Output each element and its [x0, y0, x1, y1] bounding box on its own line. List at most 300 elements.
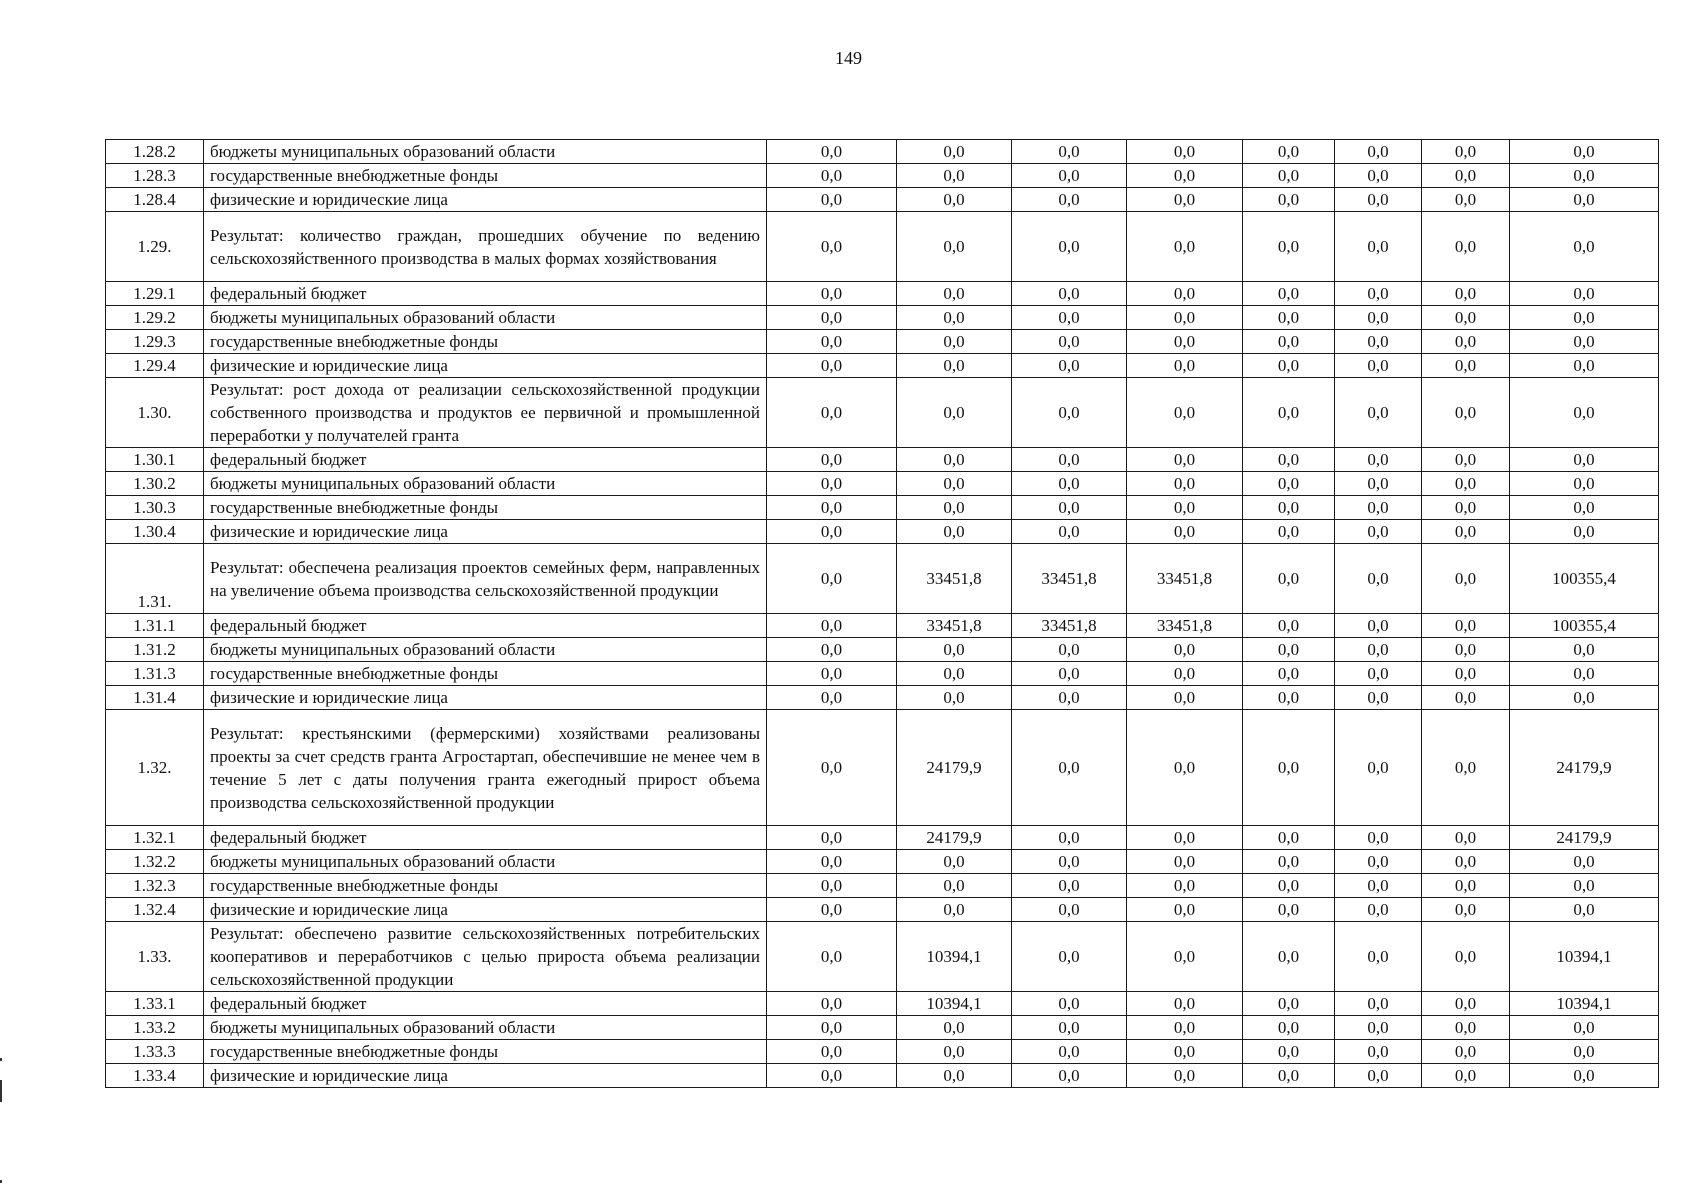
value-cell: 0,0 — [1012, 354, 1127, 378]
value-cell: 0,0 — [1012, 306, 1127, 330]
value-cell: 0,0 — [1012, 992, 1127, 1016]
scan-edge-mark — [0, 1180, 2, 1183]
value-cell: 0,0 — [1510, 898, 1659, 922]
value-cell: 0,0 — [1012, 188, 1127, 212]
row-number: 1.33.2 — [106, 1016, 204, 1040]
value-cell: 0,0 — [1243, 826, 1335, 850]
value-cell: 10394,1 — [897, 992, 1012, 1016]
value-cell: 0,0 — [1012, 662, 1127, 686]
value-cell: 0,0 — [1510, 850, 1659, 874]
row-number: 1.31.4 — [106, 686, 204, 710]
row-description: федеральный бюджет — [204, 992, 767, 1016]
row-number: 1.30.2 — [106, 472, 204, 496]
row-description: государственные внебюджетные фонды — [204, 496, 767, 520]
value-cell: 0,0 — [1335, 472, 1422, 496]
value-cell: 0,0 — [1335, 354, 1422, 378]
value-cell: 0,0 — [1422, 520, 1510, 544]
value-cell: 0,0 — [897, 496, 1012, 520]
value-cell: 0,0 — [1422, 330, 1510, 354]
value-cell: 0,0 — [1012, 686, 1127, 710]
value-cell: 0,0 — [767, 164, 897, 188]
table-row — [106, 850, 1659, 874]
row-number: 1.30.1 — [106, 448, 204, 472]
value-cell: 0,0 — [1510, 686, 1659, 710]
table-row — [106, 378, 1659, 448]
value-cell: 0,0 — [1243, 378, 1335, 448]
value-cell: 0,0 — [1127, 164, 1243, 188]
value-cell: 0,0 — [767, 686, 897, 710]
value-cell: 0,0 — [1422, 1064, 1510, 1088]
value-cell: 0,0 — [1127, 354, 1243, 378]
value-cell: 0,0 — [1243, 282, 1335, 306]
value-cell: 0,0 — [1127, 282, 1243, 306]
value-cell: 0,0 — [897, 1064, 1012, 1088]
table-row — [106, 164, 1659, 188]
value-cell: 0,0 — [1243, 992, 1335, 1016]
value-cell: 0,0 — [1335, 826, 1422, 850]
value-cell: 0,0 — [767, 874, 897, 898]
row-description: федеральный бюджет — [204, 826, 767, 850]
value-cell: 0,0 — [1422, 378, 1510, 448]
value-cell: 0,0 — [1335, 614, 1422, 638]
value-cell: 0,0 — [897, 354, 1012, 378]
row-description: физические и юридические лица — [204, 1064, 767, 1088]
value-cell: 0,0 — [1335, 1040, 1422, 1064]
table-row — [106, 1016, 1659, 1040]
value-cell: 0,0 — [1127, 448, 1243, 472]
value-cell: 0,0 — [1335, 686, 1422, 710]
row-number: 1.32.4 — [106, 898, 204, 922]
row-number: 1.28.4 — [106, 188, 204, 212]
value-cell: 0,0 — [1335, 520, 1422, 544]
value-cell: 0,0 — [1422, 188, 1510, 212]
value-cell: 0,0 — [1335, 638, 1422, 662]
row-description: физические и юридические лица — [204, 520, 767, 544]
table-row — [106, 520, 1659, 544]
value-cell: 0,0 — [897, 306, 1012, 330]
value-cell: 0,0 — [1335, 1016, 1422, 1040]
value-cell: 0,0 — [767, 1016, 897, 1040]
value-cell: 0,0 — [1012, 448, 1127, 472]
value-cell: 0,0 — [1243, 164, 1335, 188]
row-description: физические и юридические лица — [204, 188, 767, 212]
value-cell: 0,0 — [1012, 874, 1127, 898]
row-number: 1.33.4 — [106, 1064, 204, 1088]
value-cell: 0,0 — [1012, 472, 1127, 496]
page-number: 149 — [835, 48, 862, 68]
table-row — [106, 614, 1659, 638]
value-cell: 0,0 — [1335, 922, 1422, 992]
table-row — [106, 898, 1659, 922]
row-number: 1.32.3 — [106, 874, 204, 898]
value-cell: 0,0 — [1012, 212, 1127, 282]
value-cell: 0,0 — [1422, 472, 1510, 496]
value-cell: 0,0 — [1422, 710, 1510, 826]
value-cell: 10394,1 — [897, 922, 1012, 992]
value-cell: 0,0 — [1012, 164, 1127, 188]
value-cell: 0,0 — [1422, 1016, 1510, 1040]
value-cell: 0,0 — [767, 922, 897, 992]
value-cell: 24179,9 — [897, 826, 1012, 850]
value-cell: 0,0 — [1510, 1040, 1659, 1064]
value-cell: 0,0 — [897, 140, 1012, 164]
value-cell: 24179,9 — [1510, 826, 1659, 850]
value-cell: 0,0 — [1422, 212, 1510, 282]
value-cell: 0,0 — [1127, 212, 1243, 282]
value-cell: 0,0 — [1012, 922, 1127, 992]
table-row — [106, 140, 1659, 164]
value-cell: 0,0 — [897, 164, 1012, 188]
value-cell: 0,0 — [1510, 306, 1659, 330]
row-number: 1.33.1 — [106, 992, 204, 1016]
value-cell: 0,0 — [767, 472, 897, 496]
row-number: 1.30.4 — [106, 520, 204, 544]
value-cell: 0,0 — [1510, 472, 1659, 496]
value-cell: 0,0 — [767, 662, 897, 686]
value-cell: 0,0 — [1422, 638, 1510, 662]
value-cell: 0,0 — [897, 188, 1012, 212]
value-cell: 0,0 — [1012, 898, 1127, 922]
value-cell: 0,0 — [1510, 330, 1659, 354]
value-cell: 0,0 — [897, 686, 1012, 710]
value-cell: 0,0 — [1510, 638, 1659, 662]
table-row — [106, 448, 1659, 472]
value-cell: 0,0 — [767, 378, 897, 448]
table-row — [106, 826, 1659, 850]
value-cell: 0,0 — [1510, 354, 1659, 378]
value-cell: 33451,8 — [1127, 614, 1243, 638]
value-cell: 0,0 — [1243, 850, 1335, 874]
value-cell: 0,0 — [897, 448, 1012, 472]
value-cell: 0,0 — [1510, 874, 1659, 898]
value-cell: 0,0 — [767, 544, 897, 614]
value-cell: 0,0 — [1127, 1064, 1243, 1088]
value-cell: 0,0 — [1335, 898, 1422, 922]
value-cell: 0,0 — [1243, 638, 1335, 662]
row-number: 1.32.1 — [106, 826, 204, 850]
value-cell: 0,0 — [897, 330, 1012, 354]
table-row — [106, 544, 1659, 614]
row-description: государственные внебюджетные фонды — [204, 662, 767, 686]
value-cell: 33451,8 — [897, 544, 1012, 614]
value-cell: 24179,9 — [897, 710, 1012, 826]
value-cell: 0,0 — [1422, 1040, 1510, 1064]
value-cell: 0,0 — [1127, 1040, 1243, 1064]
value-cell: 0,0 — [1422, 874, 1510, 898]
value-cell: 0,0 — [1012, 1016, 1127, 1040]
value-cell: 0,0 — [767, 330, 897, 354]
row-number: 1.32.2 — [106, 850, 204, 874]
value-cell: 0,0 — [1510, 188, 1659, 212]
row-number: 1.30. — [106, 378, 204, 448]
value-cell: 0,0 — [1243, 212, 1335, 282]
row-description: государственные внебюджетные фонды — [204, 874, 767, 898]
table-row — [106, 1064, 1659, 1088]
row-description: бюджеты муниципальных образований области — [204, 306, 767, 330]
value-cell: 0,0 — [1127, 140, 1243, 164]
row-number: 1.33. — [106, 922, 204, 992]
table-row — [106, 188, 1659, 212]
value-cell: 0,0 — [1335, 378, 1422, 448]
row-number: 1.31.3 — [106, 662, 204, 686]
table-row — [106, 306, 1659, 330]
value-cell: 0,0 — [1422, 282, 1510, 306]
value-cell: 0,0 — [1243, 188, 1335, 212]
row-description: Результат: рост дохода от реализации сельскохозяйственной продукции собственного производства и продуктов ее первичной и промышленной переработки у получателей гранта — [204, 378, 767, 448]
value-cell: 0,0 — [1127, 826, 1243, 850]
value-cell: 0,0 — [1510, 520, 1659, 544]
value-cell: 0,0 — [767, 850, 897, 874]
row-description: Результат: количество граждан, прошедших обучение по ведению сельскохозяйственного производства в малых формах хозяйствования — [204, 212, 767, 282]
value-cell: 0,0 — [1335, 850, 1422, 874]
value-cell: 0,0 — [1127, 850, 1243, 874]
value-cell: 0,0 — [1012, 1064, 1127, 1088]
table-row — [106, 874, 1659, 898]
value-cell: 0,0 — [1510, 448, 1659, 472]
value-cell: 0,0 — [1335, 212, 1422, 282]
value-cell: 0,0 — [1012, 638, 1127, 662]
row-description: федеральный бюджет — [204, 448, 767, 472]
table-row — [106, 1040, 1659, 1064]
value-cell: 0,0 — [1510, 164, 1659, 188]
value-cell: 0,0 — [1422, 496, 1510, 520]
table-row — [106, 638, 1659, 662]
value-cell: 0,0 — [897, 282, 1012, 306]
scan-edge-mark — [0, 1080, 2, 1102]
value-cell: 0,0 — [1243, 306, 1335, 330]
value-cell: 0,0 — [1127, 378, 1243, 448]
value-cell: 0,0 — [897, 472, 1012, 496]
row-number: 1.30.3 — [106, 496, 204, 520]
value-cell: 33451,8 — [1127, 544, 1243, 614]
value-cell: 0,0 — [1012, 378, 1127, 448]
table-row — [106, 686, 1659, 710]
value-cell: 0,0 — [1127, 1016, 1243, 1040]
value-cell: 0,0 — [1243, 1040, 1335, 1064]
table-row — [106, 330, 1659, 354]
row-description: физические и юридические лица — [204, 686, 767, 710]
value-cell: 0,0 — [1243, 544, 1335, 614]
value-cell: 0,0 — [1510, 140, 1659, 164]
value-cell: 0,0 — [1510, 662, 1659, 686]
table-row — [106, 710, 1659, 826]
value-cell: 0,0 — [897, 898, 1012, 922]
table-body — [106, 140, 1659, 1088]
value-cell: 0,0 — [1422, 448, 1510, 472]
value-cell: 0,0 — [1127, 472, 1243, 496]
value-cell: 0,0 — [1422, 686, 1510, 710]
value-cell: 100355,4 — [1510, 614, 1659, 638]
value-cell: 0,0 — [1335, 496, 1422, 520]
value-cell: 0,0 — [1127, 306, 1243, 330]
row-description: государственные внебюджетные фонды — [204, 164, 767, 188]
value-cell: 0,0 — [897, 378, 1012, 448]
row-number: 1.29.4 — [106, 354, 204, 378]
value-cell: 0,0 — [767, 496, 897, 520]
value-cell: 0,0 — [767, 306, 897, 330]
value-cell: 100355,4 — [1510, 544, 1659, 614]
value-cell: 0,0 — [1012, 710, 1127, 826]
row-description: Результат: обеспечена реализация проектов семейных ферм, направленных на увеличение объема производства сельскохозяйственной продукции — [204, 544, 767, 614]
value-cell: 0,0 — [1127, 496, 1243, 520]
row-description: бюджеты муниципальных образований области — [204, 850, 767, 874]
table-row — [106, 354, 1659, 378]
table-row — [106, 496, 1659, 520]
value-cell: 0,0 — [1422, 164, 1510, 188]
value-cell: 0,0 — [1243, 874, 1335, 898]
value-cell: 0,0 — [1012, 520, 1127, 544]
row-description: государственные внебюджетные фонды — [204, 1040, 767, 1064]
row-number: 1.31.1 — [106, 614, 204, 638]
row-description: Результат: крестьянскими (фермерскими) хозяйствами реализованы проекты за счет средств гранта Агростартап, обеспечившие не менее чем в течение 5 лет с даты получения гранта ежегодный прирост объема производства сельскохозяйственной продукции — [204, 710, 767, 826]
value-cell: 0,0 — [1510, 496, 1659, 520]
value-cell: 0,0 — [1335, 992, 1422, 1016]
row-number: 1.29.3 — [106, 330, 204, 354]
value-cell: 0,0 — [897, 1040, 1012, 1064]
table-row — [106, 282, 1659, 306]
table-row — [106, 992, 1659, 1016]
value-cell: 0,0 — [1243, 614, 1335, 638]
value-cell: 0,0 — [1335, 662, 1422, 686]
value-cell: 0,0 — [1510, 212, 1659, 282]
row-number: 1.31. — [106, 544, 204, 614]
value-cell: 10394,1 — [1510, 992, 1659, 1016]
value-cell: 0,0 — [767, 212, 897, 282]
value-cell: 33451,8 — [1012, 544, 1127, 614]
value-cell: 0,0 — [1127, 330, 1243, 354]
row-description: физические и юридические лица — [204, 354, 767, 378]
row-description: Результат: обеспечено развитие сельскохозяйственных потребительских кооперативов и переработчиков с целью прироста объема реализации сельскохозяйственной продукции — [204, 922, 767, 992]
value-cell: 0,0 — [1510, 378, 1659, 448]
row-description: бюджеты муниципальных образований области — [204, 1016, 767, 1040]
value-cell: 0,0 — [1243, 922, 1335, 992]
value-cell: 0,0 — [897, 662, 1012, 686]
value-cell: 0,0 — [1335, 330, 1422, 354]
value-cell: 0,0 — [1335, 282, 1422, 306]
row-number: 1.31.2 — [106, 638, 204, 662]
value-cell: 0,0 — [767, 898, 897, 922]
value-cell: 0,0 — [897, 638, 1012, 662]
value-cell: 0,0 — [897, 1016, 1012, 1040]
value-cell: 0,0 — [1510, 1016, 1659, 1040]
value-cell: 0,0 — [767, 638, 897, 662]
value-cell: 0,0 — [1335, 1064, 1422, 1088]
value-cell: 24179,9 — [1510, 710, 1659, 826]
value-cell: 0,0 — [767, 520, 897, 544]
value-cell: 0,0 — [767, 1064, 897, 1088]
value-cell: 33451,8 — [897, 614, 1012, 638]
value-cell: 0,0 — [1422, 922, 1510, 992]
table-row — [106, 212, 1659, 282]
row-description: физические и юридические лица — [204, 898, 767, 922]
value-cell: 0,0 — [1422, 662, 1510, 686]
value-cell: 10394,1 — [1510, 922, 1659, 992]
row-number: 1.29.2 — [106, 306, 204, 330]
value-cell: 0,0 — [1127, 992, 1243, 1016]
row-number: 1.33.3 — [106, 1040, 204, 1064]
value-cell: 0,0 — [1127, 874, 1243, 898]
value-cell: 0,0 — [1243, 710, 1335, 826]
value-cell: 0,0 — [1127, 686, 1243, 710]
value-cell: 0,0 — [1012, 850, 1127, 874]
scan-edge-mark — [0, 1058, 2, 1061]
value-cell: 0,0 — [1422, 992, 1510, 1016]
value-cell: 0,0 — [1243, 330, 1335, 354]
row-description: бюджеты муниципальных образований области — [204, 638, 767, 662]
value-cell: 0,0 — [1510, 1064, 1659, 1088]
value-cell: 0,0 — [1422, 354, 1510, 378]
row-number: 1.29. — [106, 212, 204, 282]
value-cell: 0,0 — [1422, 850, 1510, 874]
value-cell: 0,0 — [897, 850, 1012, 874]
value-cell: 0,0 — [1243, 662, 1335, 686]
row-description: федеральный бюджет — [204, 282, 767, 306]
value-cell: 0,0 — [1012, 1040, 1127, 1064]
value-cell: 0,0 — [767, 614, 897, 638]
value-cell: 0,0 — [1243, 354, 1335, 378]
value-cell: 0,0 — [767, 282, 897, 306]
value-cell: 0,0 — [897, 520, 1012, 544]
value-cell: 0,0 — [1335, 544, 1422, 614]
value-cell: 0,0 — [767, 188, 897, 212]
value-cell: 33451,8 — [1012, 614, 1127, 638]
row-number: 1.28.3 — [106, 164, 204, 188]
value-cell: 0,0 — [1012, 282, 1127, 306]
value-cell: 0,0 — [897, 874, 1012, 898]
row-number: 1.28.2 — [106, 140, 204, 164]
value-cell: 0,0 — [1243, 496, 1335, 520]
value-cell: 0,0 — [1243, 472, 1335, 496]
value-cell: 0,0 — [1243, 140, 1335, 164]
value-cell: 0,0 — [767, 354, 897, 378]
value-cell: 0,0 — [1243, 1064, 1335, 1088]
value-cell: 0,0 — [1243, 520, 1335, 544]
value-cell: 0,0 — [1127, 898, 1243, 922]
value-cell: 0,0 — [897, 212, 1012, 282]
value-cell: 0,0 — [1012, 826, 1127, 850]
value-cell: 0,0 — [1127, 710, 1243, 826]
value-cell: 0,0 — [767, 140, 897, 164]
row-description: государственные внебюджетные фонды — [204, 330, 767, 354]
value-cell: 0,0 — [1335, 448, 1422, 472]
value-cell: 0,0 — [1127, 662, 1243, 686]
row-description: бюджеты муниципальных образований области — [204, 472, 767, 496]
value-cell: 0,0 — [767, 826, 897, 850]
value-cell: 0,0 — [1012, 496, 1127, 520]
value-cell: 0,0 — [1243, 448, 1335, 472]
value-cell: 0,0 — [1335, 874, 1422, 898]
value-cell: 0,0 — [1422, 826, 1510, 850]
value-cell: 0,0 — [1335, 140, 1422, 164]
value-cell: 0,0 — [1335, 164, 1422, 188]
budget-table — [105, 139, 1659, 1088]
row-description: бюджеты муниципальных образований области — [204, 140, 767, 164]
value-cell: 0,0 — [1335, 710, 1422, 826]
table-row — [106, 662, 1659, 686]
value-cell: 0,0 — [1012, 140, 1127, 164]
table-row — [106, 472, 1659, 496]
value-cell: 0,0 — [1012, 330, 1127, 354]
value-cell: 0,0 — [1510, 282, 1659, 306]
value-cell: 0,0 — [1422, 544, 1510, 614]
value-cell: 0,0 — [1422, 898, 1510, 922]
value-cell: 0,0 — [767, 710, 897, 826]
row-number: 1.32. — [106, 710, 204, 826]
value-cell: 0,0 — [1127, 638, 1243, 662]
value-cell: 0,0 — [1422, 140, 1510, 164]
value-cell: 0,0 — [1127, 188, 1243, 212]
value-cell: 0,0 — [767, 448, 897, 472]
